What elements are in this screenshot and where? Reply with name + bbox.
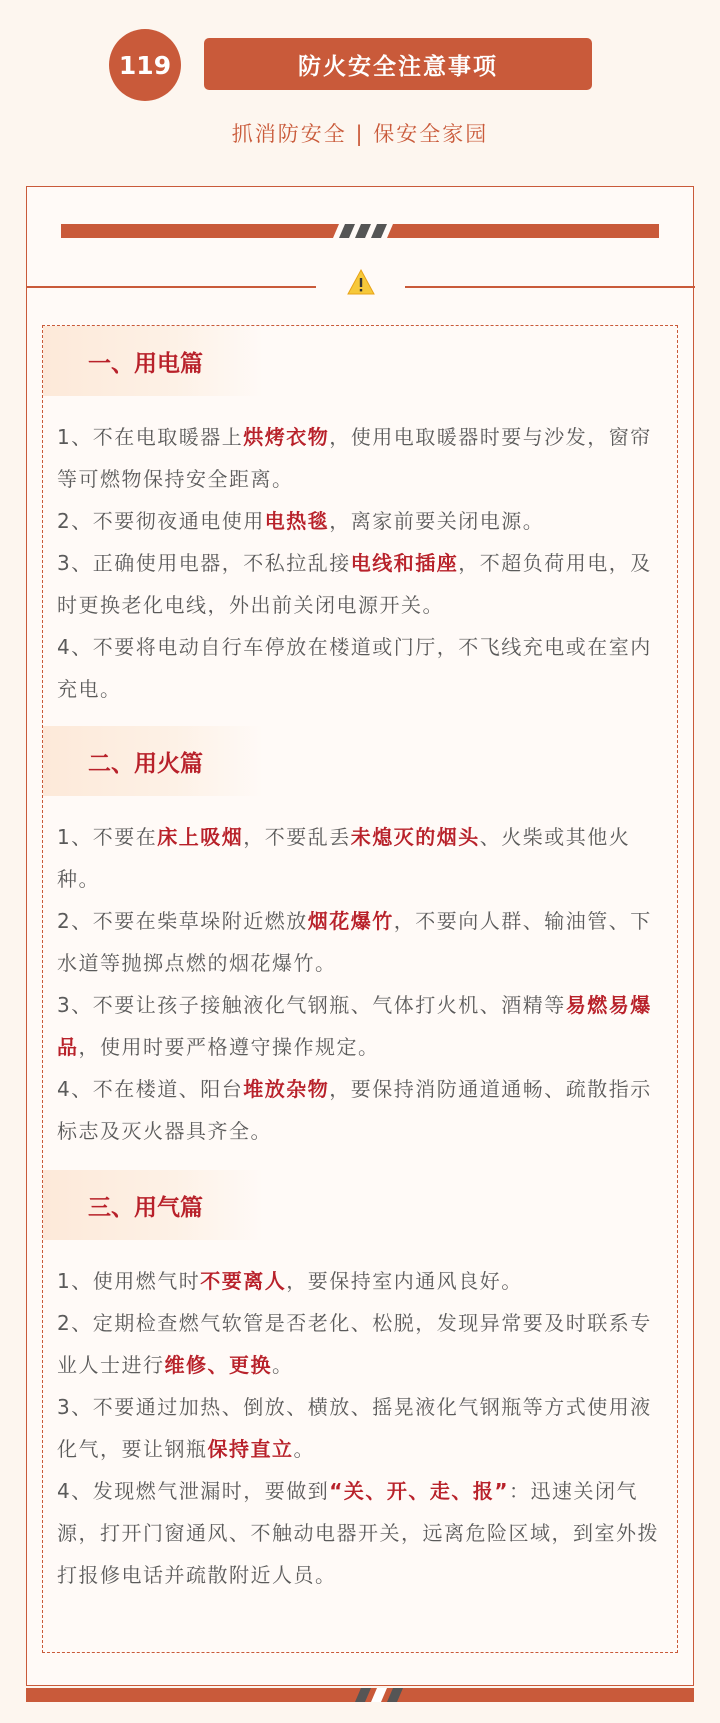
list-item: 2、定期检查燃气软管是否老化、松脱，发现异常要及时联系专业人士进行维修、更换。 xyxy=(57,1311,652,1377)
highlight-text: 易燃易爆品 xyxy=(57,993,652,1059)
decorative-bar-left xyxy=(61,224,329,238)
section-gas-items xyxy=(57,1260,661,1596)
list-item: 1、不在电取暖器上烘烤衣物，使用电取暖器时要与沙发，窗帘等可燃物保持安全距离。 xyxy=(57,425,652,491)
highlight-text: 未熄灭的烟头 xyxy=(350,825,480,849)
highlight-text: 堆放杂物 xyxy=(243,1077,330,1101)
list-item: 4、发现燃气泄漏时，要做到“关、开、走、报”：迅速关闭气源，打开门窗通风、不触动电器开关，远离危险区域，到室外拨打报修电话并疏散附近人员。 xyxy=(57,1479,659,1587)
divider-left xyxy=(27,286,316,288)
decorative-stripes-icon xyxy=(329,224,393,238)
list-item: 2、不要在柴草垛附近燃放烟花爆竹，不要向人群、输油管、下水道等抛掷点燃的烟花爆竹。 xyxy=(57,909,652,975)
header xyxy=(0,0,720,185)
list-item: 4、不在楼道、阳台堆放杂物，要保持消防通道通畅、疏散指示标志及灭火器具齐全。 xyxy=(57,1077,652,1143)
decorative-bar-right xyxy=(393,224,659,238)
highlight-text: “关、开、走、报” xyxy=(329,1479,510,1503)
section-title-fire: 二、用火篇 xyxy=(43,726,263,796)
list-item: 3、不要通过加热、倒放、横放、摇晃液化气钢瓶等方式使用液化气，要让钢瓶保持直立。 xyxy=(57,1395,652,1461)
highlight-text: 床上吸烟 xyxy=(157,825,244,849)
list-item: 1、使用燃气时不要离人，要保持室内通风良好。 xyxy=(57,1269,523,1293)
divider-right xyxy=(405,286,695,288)
warning-icon xyxy=(346,267,376,297)
list-item: 2、不要彻夜通电使用电热毯，离家前要关闭电源。 xyxy=(57,509,545,533)
highlight-text: 电热毯 xyxy=(264,509,330,533)
section-fire-items xyxy=(57,816,661,1152)
page-title: 防火安全注意事项 xyxy=(204,38,592,90)
section-title-electricity: 一、用电篇 xyxy=(43,326,263,396)
highlight-text: 维修、更换 xyxy=(164,1353,272,1377)
section-electricity-items xyxy=(57,416,661,710)
slogan: 抓消防安全 | 保安全家园 xyxy=(231,122,489,146)
list-item: 3、正确使用电器，不私拉乱接电线和插座，不超负荷用电，及时更换老化电线，外出前关闭电源开关。 xyxy=(57,551,652,617)
bottom-decorative-stripes-icon xyxy=(345,1688,409,1702)
highlight-text: 烘烤衣物 xyxy=(243,425,330,449)
list-item: 1、不要在床上吸烟，不要乱丢未熄灭的烟头、火柴或其他火种。 xyxy=(57,825,631,891)
list-item: 3、不要让孩子接触液化气钢瓶、气体打火机、酒精等易燃易爆品，使用时要严格遵守操作规定。 xyxy=(57,993,652,1059)
highlight-text: 保持直立 xyxy=(207,1437,294,1461)
section-title-gas: 三、用气篇 xyxy=(43,1170,263,1240)
list-item: 4、不要将电动自行车停放在楼道或门厅，不飞线充电或在室内充电。 xyxy=(57,635,652,701)
emergency-number-badge: 119 xyxy=(109,29,181,101)
highlight-text: 烟花爆竹 xyxy=(307,909,394,933)
highlight-text: 电线和插座 xyxy=(350,551,459,575)
highlight-text: 不要离人 xyxy=(200,1269,287,1293)
